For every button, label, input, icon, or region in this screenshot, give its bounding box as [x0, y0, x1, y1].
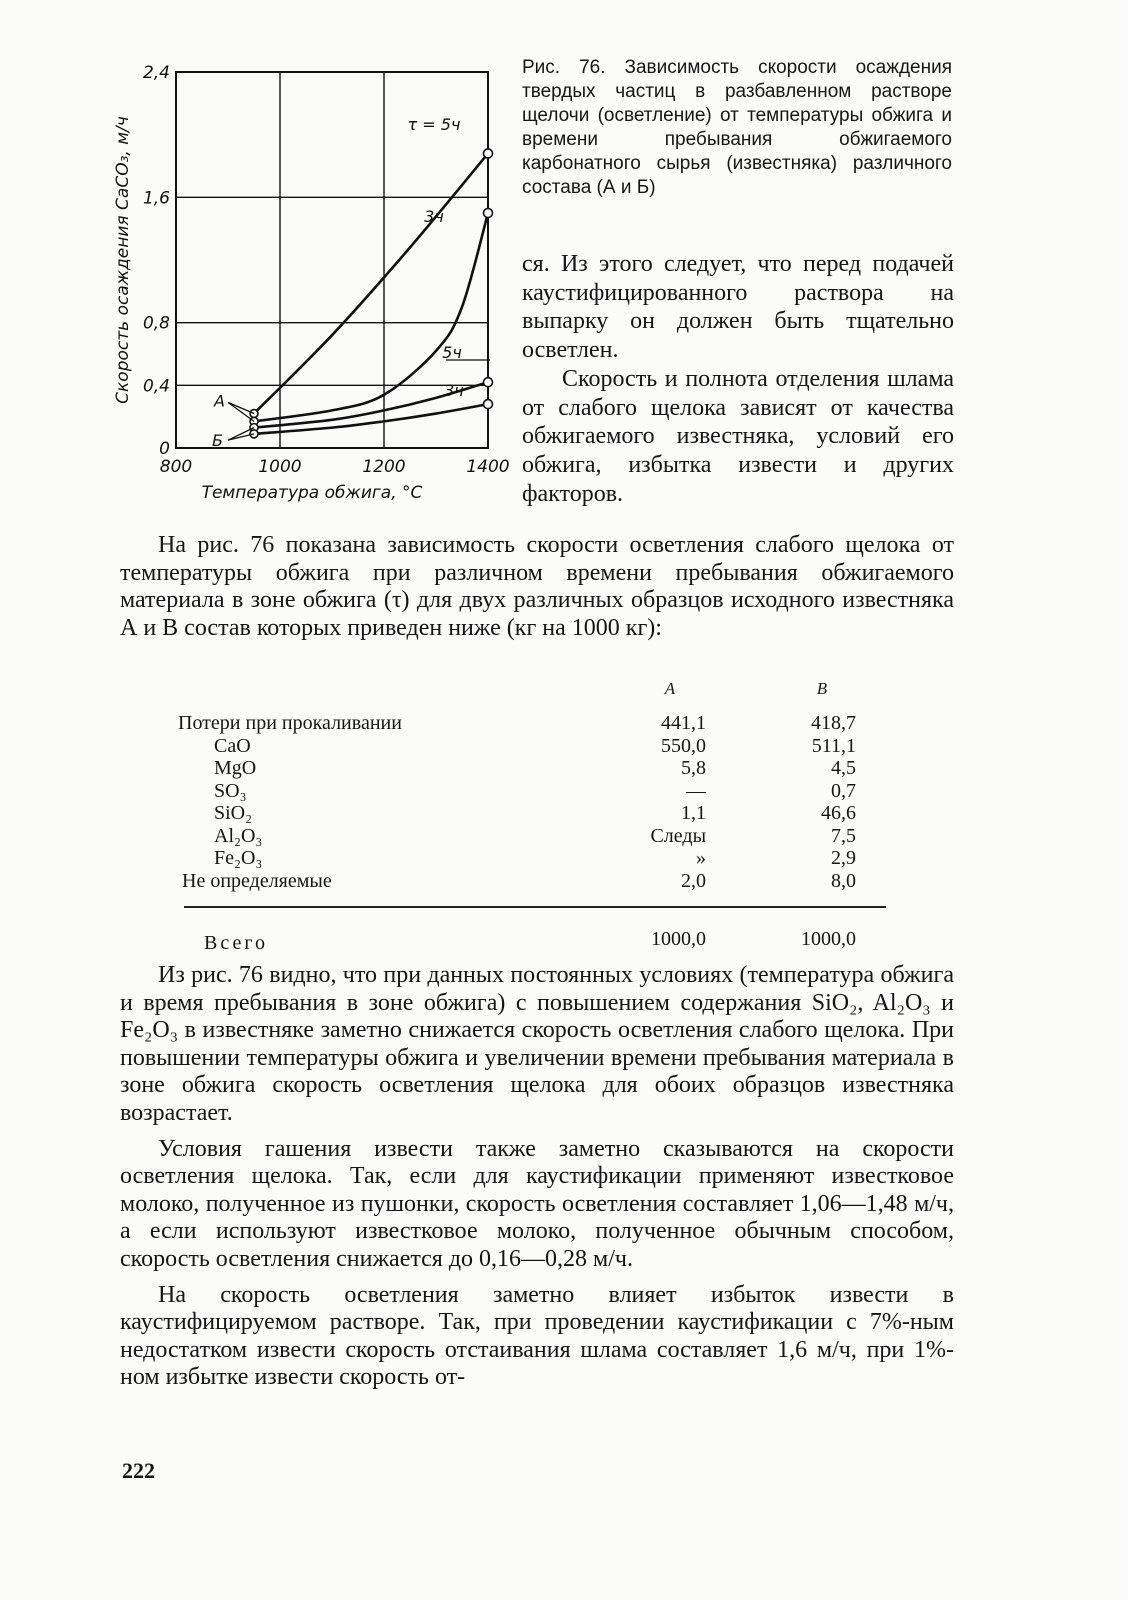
main-text — [120, 962, 954, 1392]
curve-b-5h-label: 5ч — [442, 343, 462, 362]
side-paragraph-1: ся. Из этого следует, что перед подачей каустифицированного раствора на выпарку он должен быть тщательно осветлен. — [522, 251, 954, 364]
y-tick-label: 0,8 — [142, 313, 170, 334]
curve-a-5h — [254, 153, 488, 413]
table-row-loss-a: 441,1 — [661, 712, 706, 734]
side-paragraph-2: Скорость и полнота отделения шлама от слабого щелока зависят от качества обжигаемого известняка, условий его обжига, избытка извести и других факторов. — [522, 365, 954, 507]
table-row-al2o3-label: Al₂O₃ — [214, 824, 263, 847]
table-row-undetermined-b: 8,0 — [831, 869, 856, 892]
page-number: 222 — [122, 1458, 155, 1483]
intro-paragraph: На рис. 76 показана зависимость скорости осветления слабого щелока от температуры обжига при различном времени пребывания обжигаемого материала в зоне обжига (τ) для двух различных образцов исходного известняка А и В состав которых приведен ниже (кг на 1000 кг): — [120, 532, 954, 641]
table-total-label: Всего — [204, 932, 269, 954]
curve-a-3h-end-point — [484, 209, 493, 218]
table-row-mgo-a: 5,8 — [681, 757, 706, 779]
curve-b-3h-label: 3ч — [444, 381, 464, 400]
table-row-fe2o3-a: » — [696, 847, 706, 869]
figure-76-chart — [108, 56, 518, 516]
y-tick-label: 0 — [159, 439, 170, 459]
x-tick-label: 1000 — [258, 457, 302, 477]
curve-a-3h-label: 3ч — [424, 207, 444, 226]
paragraph-2: Условия гашения извести также заметно сказываются на скорости осветления щелока. Так, если для каустификации применяют известковое молоко, полученное из пушонки, скорость осветления составляет 1,06—1,48 м/ч, а если используют известковое молоко, полученное обычным способом, скорость осветления снижается до 0,16—0,28 м/ч. — [120, 1135, 954, 1272]
table-row-mgo-label: MgO — [214, 757, 257, 779]
table-total-b: 1000,0 — [801, 928, 856, 950]
table-row-loss-label: Потери при прокаливании — [178, 712, 402, 734]
curve-a-5h-label: τ = 5ч — [407, 115, 461, 134]
table-row-loss-b: 418,7 — [811, 712, 856, 734]
side-text — [522, 250, 954, 508]
table-total-a: 1000,0 — [651, 928, 706, 950]
table-row-cao-a: 550,0 — [661, 734, 706, 757]
table-col-b-header: В — [816, 679, 828, 698]
chart-labels — [212, 115, 490, 450]
table-divider — [184, 906, 886, 908]
table-row-fe2o3-b: 2,9 — [831, 847, 856, 869]
y-tick-label: 1,6 — [142, 188, 170, 209]
table-row-cao-b: 511,1 — [811, 734, 856, 757]
table-row-undetermined-a: 2,0 — [681, 869, 706, 892]
y-tick-label: 2,4 — [142, 63, 170, 83]
table-row-undetermined-label: Не определяемые — [182, 869, 332, 892]
table-row-al2o3-a: Следы — [650, 824, 706, 847]
table-row-fe2o3-label: Fe₂O₃ — [214, 847, 263, 869]
table-row-sio2-label: SiO₂ — [214, 802, 253, 824]
paragraph-3: На скорость осветления заметно влияет избыток извести в каустифицируемом растворе. Так, при проведении каустификации с 7%-ным недостатком извести скорость отстаивания шлама составляет 1,6 м/ч, при 1%-ном избытке извести скорость от- — [120, 1281, 954, 1391]
table-row-so3-label: SO₃ — [214, 779, 247, 802]
table-row-so3-b: 0,7 — [831, 779, 856, 802]
x-tick-label: 1200 — [362, 457, 406, 477]
x-axis-title: Температура обжига, °С — [201, 483, 423, 503]
intro-text — [120, 532, 954, 642]
curve-a-5h-end-point — [484, 149, 493, 158]
y-axis-title: Скорость осаждения CaCO₃, м/ч — [113, 116, 133, 404]
curve-b-5h-end-point — [484, 378, 493, 387]
table-row-al2o3-b: 7,5 — [831, 824, 856, 847]
curve-b-3h-end-point — [484, 400, 493, 409]
table-row-sio2-a: 1,1 — [681, 802, 706, 824]
y-tick-label: 0,4 — [142, 376, 170, 397]
paragraph-1: Из рис. 76 видно, что при данных постоянных условиях (температура обжига и время пребывания в зоне обжига) с повышением содержания SiO₂, Al₂O₃ и Fe₂O₃ в известняке заметно снижается скорость осветления слабого щелока. При повышении температуры обжига и увеличении времени пребывания материала в зоне обжига скорость осветления щелока для обоих образцов известняка возрастает. — [120, 962, 954, 1126]
table-row-sio2-b: 46,6 — [821, 802, 856, 824]
sample-b-pointer — [228, 434, 254, 440]
table-row-mgo-b: 4,5 — [831, 757, 856, 779]
table-row-cao-label: CaO — [214, 734, 251, 757]
figure-caption: Рис. 76. Зависимость скорости осаждения твердых частиц в разбавленном растворе щелочи (осветление) от температуры обжига и времени пребывания обжигаемого карбонатного сырья (известняка) различного состава (А и Б) — [522, 57, 952, 198]
x-tick-label: 800 — [159, 457, 193, 477]
table-row-so3-a: — — [686, 779, 706, 802]
x-tick-label: 1400 — [466, 457, 510, 477]
table-col-a-header: А — [664, 679, 676, 698]
sample-a-label: А — [214, 391, 225, 411]
curve-b-3h — [254, 404, 488, 434]
sample-b-label: Б — [212, 431, 223, 451]
